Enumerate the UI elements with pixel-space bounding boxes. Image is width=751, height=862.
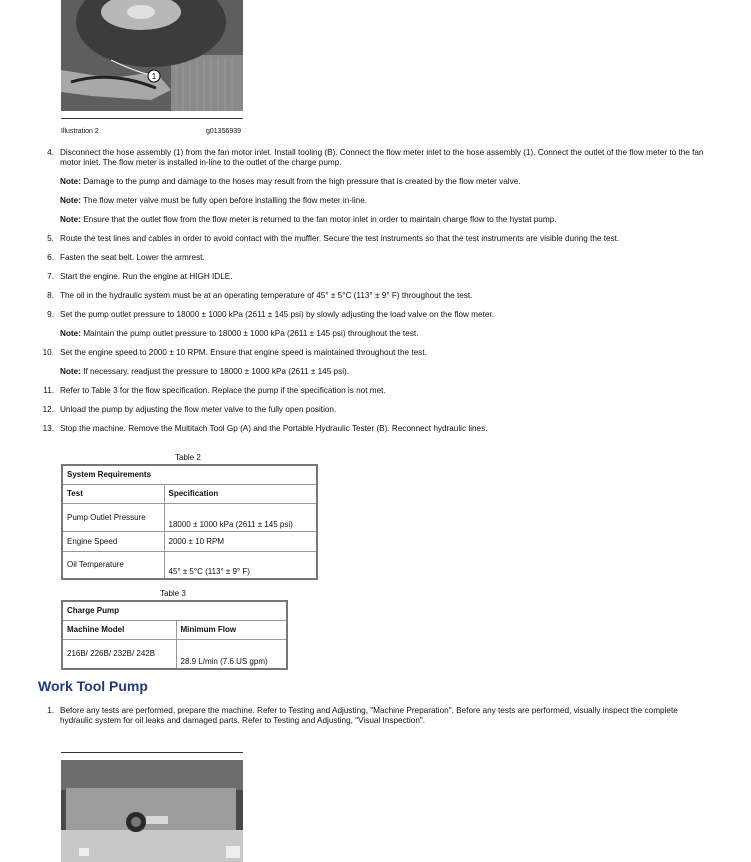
table-cell: 45° ± 5°C (113° ± 9° F) [164, 551, 317, 579]
step-number: 13. [42, 424, 54, 433]
table-cell: Oil Temperature [62, 551, 164, 579]
step-text: Disconnect the hose assembly (1) from the fan motor inlet. Install tooling (B). Connect the flow meter inlet to the hose assembly (1). Connect the outlet of the flow meter to the fan motor inlet. The flow meter is installed in-line to the outlet of the charge pump. [60, 148, 704, 167]
step-number: 12. [42, 405, 54, 414]
illustration-rule [61, 752, 243, 753]
note-text: Maintain the pump outlet pressure to 18000 ± 1000 kPa (2611 ± 145 psi) throughout the test. [80, 329, 419, 338]
note-text: If necessary, readjust the pressure to 18000 ± 1000 kPa (2611 ± 145 psi). [80, 367, 350, 376]
step-number: 11. [43, 386, 54, 395]
step-5 [40, 234, 720, 244]
note-label: Note: [60, 196, 81, 205]
note-text: The flow meter valve must be fully open before installing the flow meter in-line. [80, 196, 368, 205]
step-7 [40, 272, 720, 282]
table-cell: 18000 ± 1000 kPa (2611 ± 145 psi) [164, 503, 317, 531]
step-text: Before any tests are performed, prepare the machine. Refer to Testing and Adjusting, "Machine Preparation". Before any tests are performed, visually inspect the complete hydraulic system for oil leaks and damaged parts. Refer to Testing and Adjusting, "Visual Inspection". [60, 706, 678, 725]
column-header: Specification [164, 484, 317, 503]
pump-photo-graphic [61, 760, 243, 862]
step-9 [40, 310, 720, 320]
procedure-steps [40, 148, 720, 443]
step-10 [40, 348, 720, 358]
step-text: Fasten the seat belt. Lower the armrest. [60, 253, 205, 262]
table-cell: Pump Outlet Pressure [62, 503, 164, 531]
illustration-label: Illustration 2 [61, 128, 99, 135]
note-label: Note: [60, 177, 81, 186]
note [40, 177, 720, 187]
illustration-rule [61, 118, 243, 119]
table-title: System Requirements [62, 465, 317, 484]
step-6 [40, 253, 720, 263]
step-text: Stop the machine. Remove the Multitach Tool Gp (A) and the Portable Hydraulic Tester (B). Reconnect hydraulic lines. [60, 424, 488, 433]
step-text: Route the test lines and cables in order to avoid contact with the muffler. Secure the test instruments so that the test instruments are visible during the test. [60, 234, 620, 243]
column-header: Machine Model [62, 620, 176, 639]
note-label: Note: [60, 329, 81, 338]
step-text: Start the engine. Run the engine at HIGH IDLE. [60, 272, 233, 281]
table-title: Charge Pump [62, 601, 287, 620]
callout-1: 1 [151, 72, 157, 81]
step-number: 6. [47, 253, 54, 262]
step-number: 4. [47, 148, 54, 157]
step-text: Unload the pump by adjusting the flow meter valve to the fully open position. [60, 405, 337, 414]
table-2-caption: Table 2 [175, 453, 201, 462]
note-text: Ensure that the outlet flow from the flow meter is returned to the fan motor inlet in order to maintain charge flow to the hystat pump. [80, 215, 557, 224]
section-title: Work Tool Pump [38, 678, 148, 694]
step-text: The oil in the hydraulic system must be at an operating temperature of 45° ± 5°C (113° ± 9° F) throughout the test. [60, 291, 473, 300]
step-8 [40, 291, 720, 301]
note-label: Note: [60, 367, 81, 376]
table-3-caption: Table 3 [160, 589, 186, 598]
work-tool-pump-photo [61, 760, 243, 862]
step-12 [40, 405, 720, 415]
step-number: 8. [47, 291, 54, 300]
note [40, 367, 720, 377]
note-label: Note: [60, 215, 81, 224]
column-header: Minimum Flow [176, 620, 287, 639]
step-text: Refer to Table 3 for the flow specification. Replace the pump if the specification is not met. [60, 386, 386, 395]
step-11 [40, 386, 720, 396]
table-cell: 2000 ± 10 RPM [164, 531, 317, 551]
note-text: Damage to the pump and damage to the hoses may result from the high pressure that is created by the flow meter valve. [80, 177, 521, 186]
illustration-2-photo [61, 0, 243, 111]
note [40, 215, 720, 225]
step-number: 5. [47, 234, 54, 243]
step-text: Set the pump outlet pressure to 18000 ± 1000 kPa (2611 ± 145 psi) by slowly adjusting the load valve on the flow meter. [60, 310, 494, 319]
note [40, 196, 720, 206]
illustration-code: g01356939 [206, 128, 242, 135]
note [40, 329, 720, 339]
charge-pump-table [61, 600, 288, 670]
table-cell: 28.9 L/min (7.6 US gpm) [176, 639, 287, 669]
step-4 [40, 148, 720, 168]
step-number: 7. [47, 272, 54, 281]
step-number: 1. [47, 706, 54, 715]
step-number: 9. [47, 310, 54, 319]
table-cell: 216B/ 226B/ 232B/ 242B [62, 639, 176, 669]
work-tool-step-1 [40, 706, 700, 726]
table-cell: Engine Speed [62, 531, 164, 551]
fan-motor-photo-graphic [61, 0, 243, 111]
step-13 [40, 424, 720, 434]
column-header: Test [62, 484, 164, 503]
system-requirements-table [61, 464, 318, 580]
step-number: 10. [42, 348, 54, 357]
step-text: Set the engine speed to 2000 ± 10 RPM. Ensure that engine speed is maintained throughout the test. [60, 348, 427, 357]
